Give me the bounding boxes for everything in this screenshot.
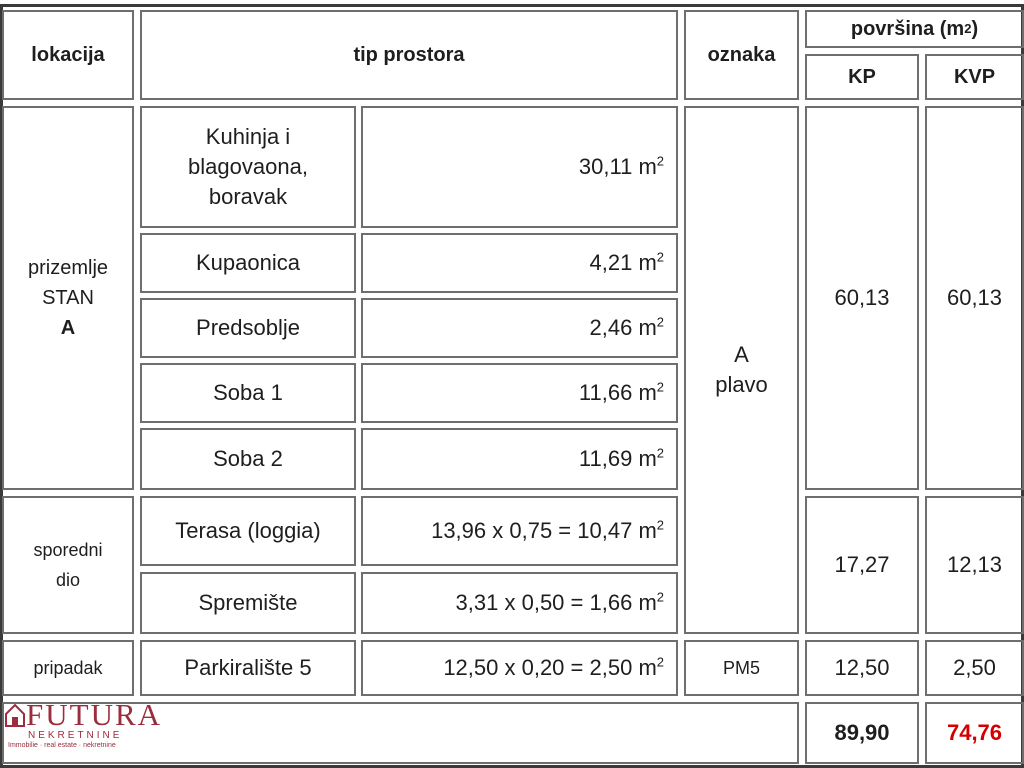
logo-sub: NEKRETNINE	[28, 730, 123, 741]
room-area: 11,66 $m^2$	[361, 363, 678, 423]
room-name: Terasa (loggia)	[140, 496, 356, 566]
pripadak-area: 12,50 x 0,20 = 2,50 $m^2$	[361, 640, 678, 696]
logo-tag: Immobilie · real estate · nekretnine	[8, 742, 116, 749]
pripadak-kp: 12,50	[805, 640, 919, 696]
header-lokacija: lokacija	[2, 10, 134, 100]
room-name: Kuhinja i blagovaona, boravak	[140, 106, 356, 228]
pripadak-kvp: 2,50	[925, 640, 1024, 696]
oznaka-stan	[684, 106, 799, 634]
stan-kp: 60,13	[805, 106, 919, 490]
location-sporedni-line2: dio	[55, 570, 81, 590]
header-oznaka: oznaka	[684, 10, 799, 100]
room-name: Soba 1	[140, 363, 356, 423]
room-area: 4,21 $m^2$	[361, 233, 678, 293]
sporedni-kvp: 12,13	[925, 496, 1024, 634]
room-area: 30,11 $m^2$	[361, 106, 678, 228]
logo-word: FUTURA	[26, 697, 163, 732]
total-kp: 89,90	[805, 702, 919, 764]
futura-logo	[4, 698, 164, 748]
oznaka-line2: plavo	[715, 372, 768, 397]
location-sporedni	[2, 496, 134, 634]
house-icon	[4, 702, 26, 728]
location-stan-line1: prizemlje	[27, 257, 109, 279]
room-area: 13,96 x 0,75 = 10,47 $m^2$	[361, 496, 678, 566]
location-stan-line2: STAN	[42, 287, 94, 309]
room-area: 3,31 x 0,50 = 1,66 $m^2$	[361, 572, 678, 634]
room-area: 2,46 $m^2$	[361, 298, 678, 358]
stan-kvp: 60,13	[925, 106, 1024, 490]
pripadak-name: Parkiralište 5	[140, 640, 356, 696]
oznaka-line1: A	[734, 342, 749, 367]
sporedni-kp: 17,27	[805, 496, 919, 634]
room-name: Soba 2	[140, 428, 356, 490]
pripadak-oznaka: PM5	[684, 640, 799, 696]
location-stan	[2, 106, 134, 490]
header-kvp: KVP	[925, 54, 1024, 100]
location-pripadak: pripadak	[2, 640, 134, 696]
header-kp: KP	[805, 54, 919, 100]
location-stan-line3: A	[60, 317, 76, 339]
room-area: 11,69 $m^2$	[361, 428, 678, 490]
header-tip-prostora: tip prostora	[140, 10, 678, 100]
room-name: Kupaonica	[140, 233, 356, 293]
location-sporedni-line1: sporedni	[33, 540, 103, 560]
room-name: Predsoblje	[140, 298, 356, 358]
room-name: Spremište	[140, 572, 356, 634]
total-kvp: 74,76	[925, 702, 1024, 764]
header-povrsina: površina (m 2 )	[805, 10, 1024, 48]
